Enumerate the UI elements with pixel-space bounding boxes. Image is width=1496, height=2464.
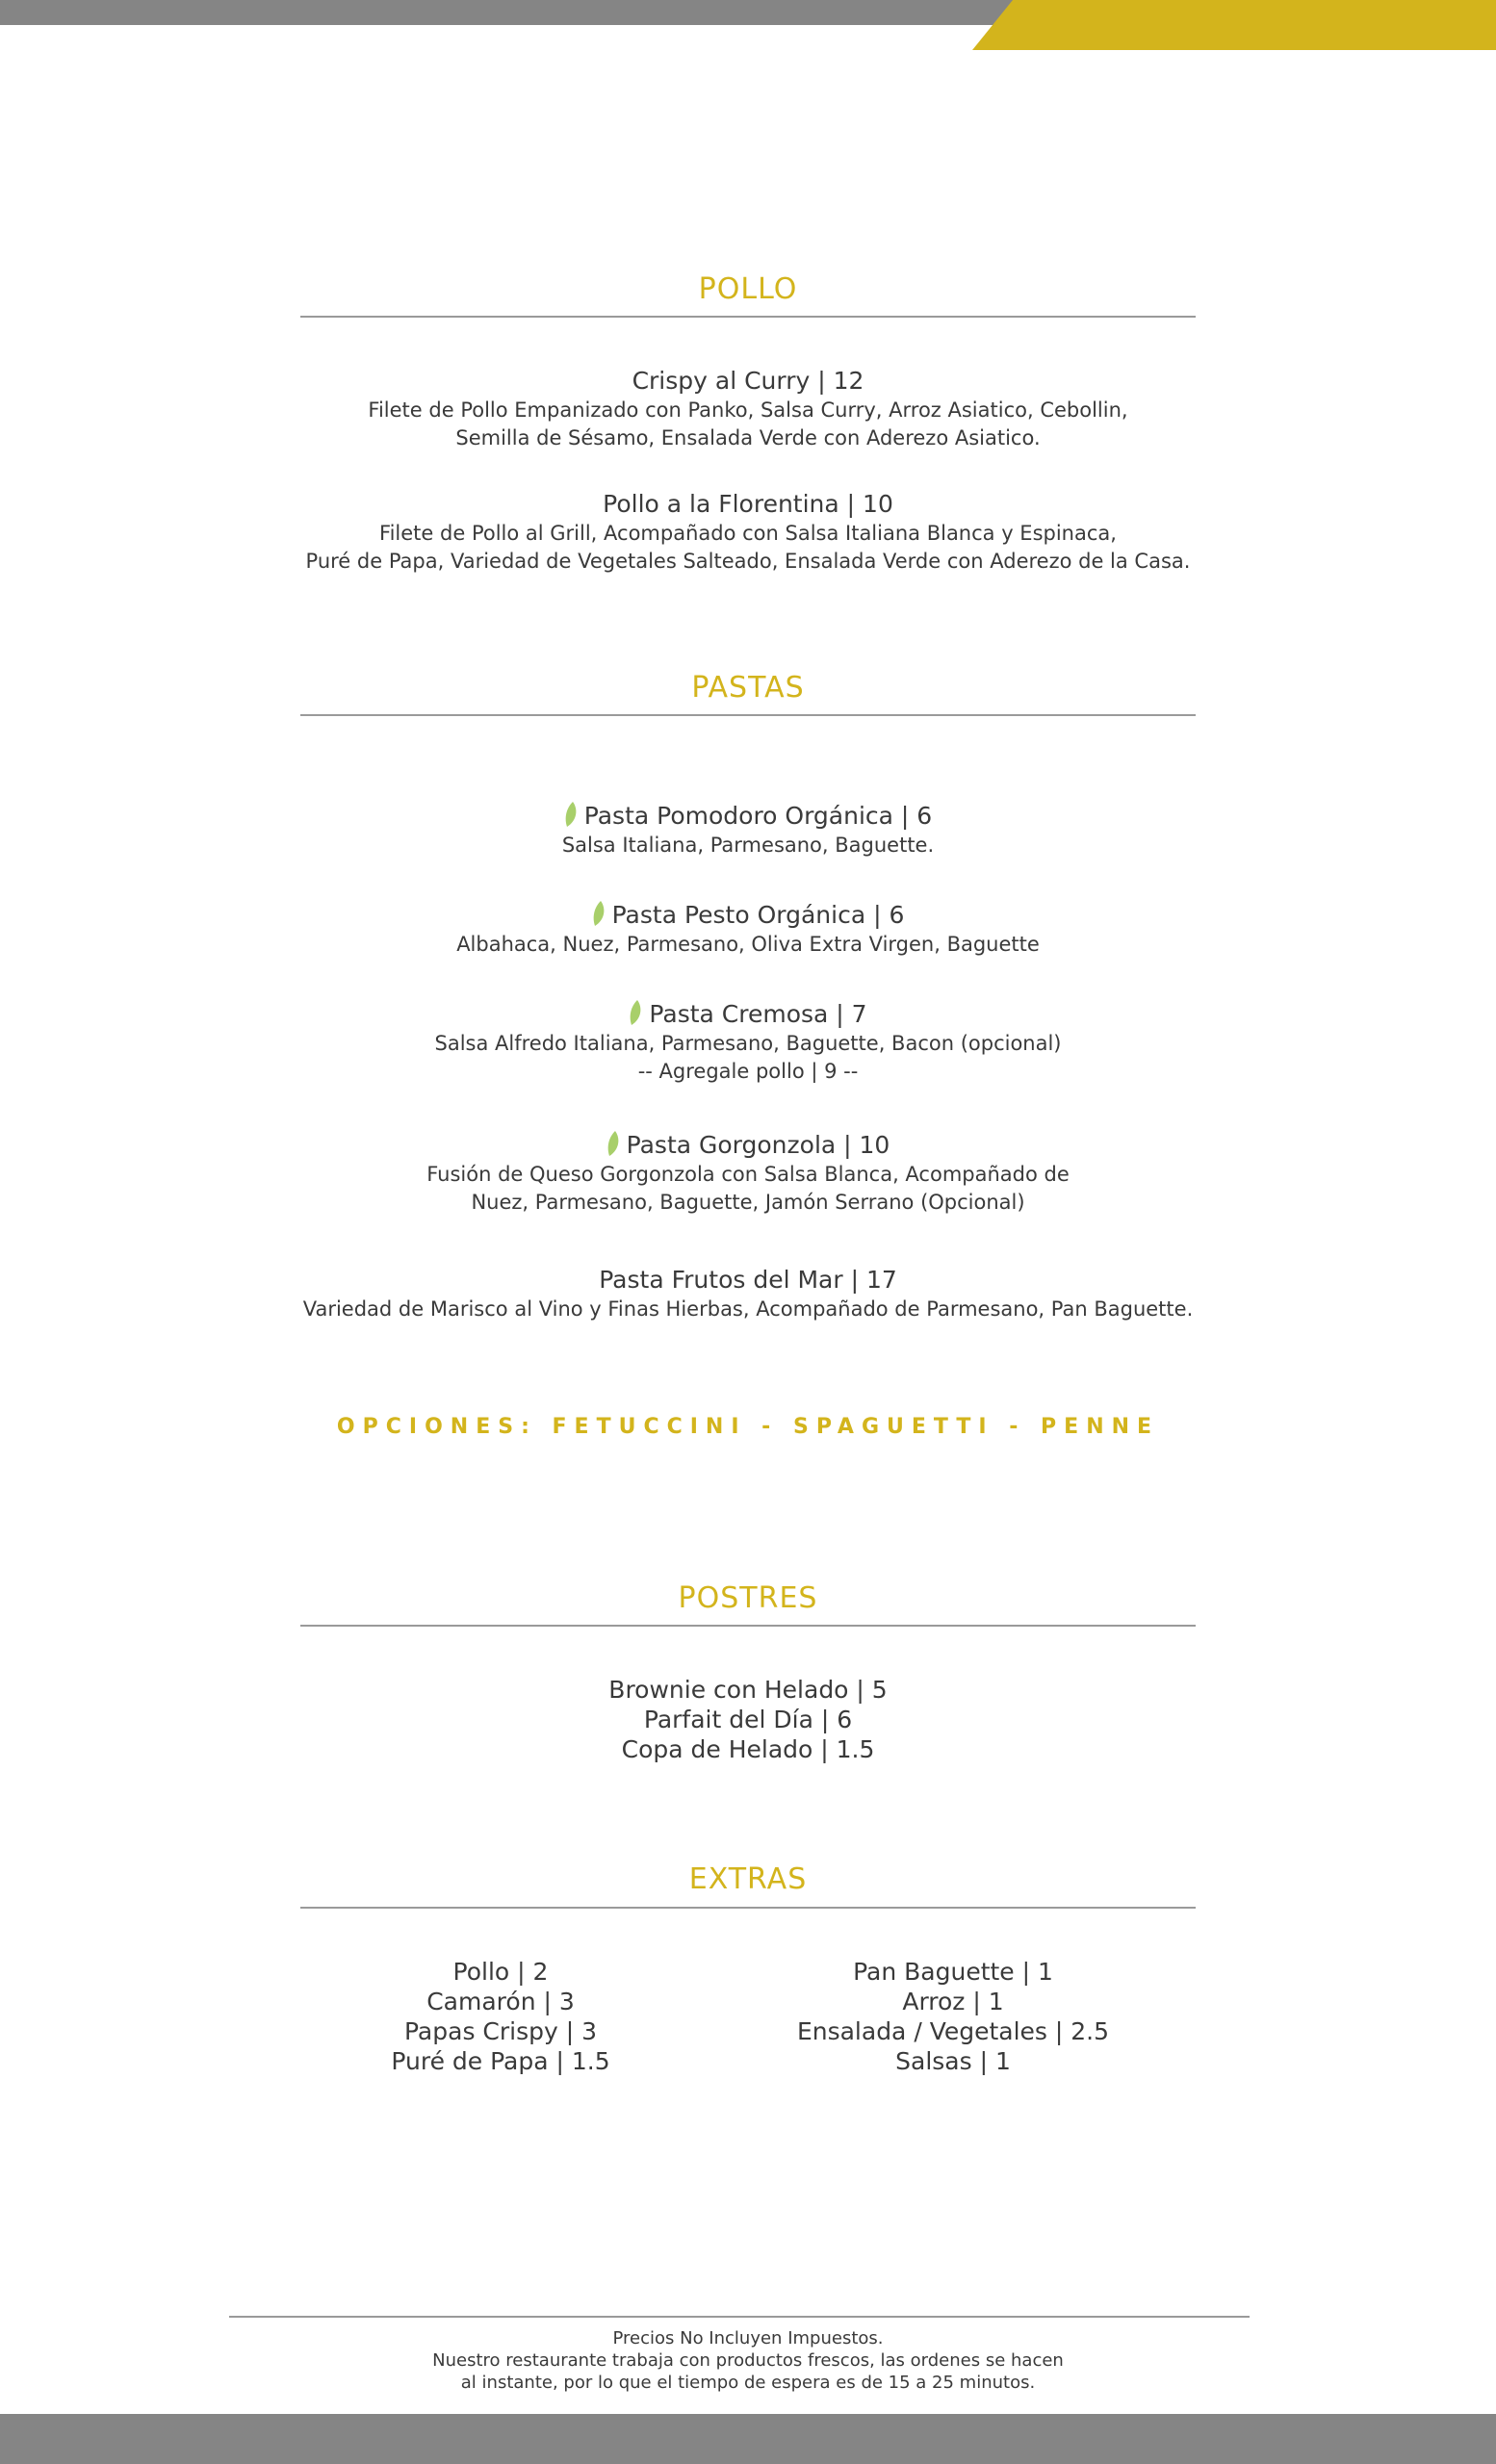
- top-accent-bar: [972, 0, 1496, 50]
- list-item: Parfait del Día | 6: [643, 1706, 853, 1733]
- item-name: Pasta Gorgonzola | 10: [626, 1131, 890, 1159]
- item-desc: Fusión de Queso Gorgonzola con Salsa Blanca, Acompañado de: [426, 1163, 1070, 1186]
- leaf-icon: [629, 999, 643, 1026]
- extras-left-list: [356, 1957, 645, 2076]
- footer-line: al instante, por lo que el tiempo de espera es de 15 a 25 minutos.: [460, 2373, 1036, 2393]
- section-title-extras: EXTRAS: [688, 1862, 808, 1896]
- menu-item: [0, 999, 1496, 1086]
- menu-item: [0, 1265, 1496, 1323]
- extras-right-list: [761, 1957, 1146, 2076]
- footer-note: [0, 2327, 1496, 2394]
- section-title-postres: POSTRES: [678, 1581, 818, 1615]
- list-item: Camarón | 3: [426, 1988, 575, 2015]
- item-desc: Puré de Papa, Variedad de Vegetales Salteado, Ensalada Verde con Aderezo de la Casa.: [305, 550, 1191, 573]
- item-desc: Salsa Italiana, Parmesano, Baguette.: [561, 834, 935, 857]
- menu-item: [0, 489, 1496, 576]
- section-title-pollo: POLLO: [698, 272, 798, 306]
- list-item: Papas Crispy | 3: [403, 2017, 598, 2045]
- footer-divider: [229, 2316, 1250, 2318]
- item-name: Pasta Cremosa | 7: [649, 1000, 867, 1028]
- section-title-pastas: PASTAS: [691, 671, 805, 705]
- list-item: Salsas | 1: [895, 2047, 1011, 2075]
- menu-item: [0, 366, 1496, 452]
- pasta-options: OPCIONES: FETUCCINI - SPAGUETTI - PENNE: [336, 1415, 1160, 1439]
- item-name: Pasta Pomodoro Orgánica | 6: [583, 802, 933, 830]
- leaf-icon: [592, 900, 606, 927]
- list-item: Copa de Helado | 1.5: [621, 1735, 875, 1763]
- menu-item: [0, 1130, 1496, 1217]
- item-desc: Salsa Alfredo Italiana, Parmesano, Baguette, Bacon (opcional): [434, 1032, 1062, 1055]
- item-name: Pollo a la Florentina | 10: [603, 490, 893, 518]
- list-item: Pan Baguette | 1: [853, 1958, 1053, 1986]
- item-desc: Filete de Pollo Empanizado con Panko, Salsa Curry, Arroz Asiatico, Cebollin,: [368, 398, 1128, 422]
- item-name: Crispy al Curry | 12: [632, 367, 864, 395]
- leaf-icon: [606, 1130, 621, 1157]
- section-divider: [300, 714, 1196, 716]
- footer-line: Nuestro restaurante trabaja con productos frescos, las ordenes se hacen: [432, 2350, 1064, 2371]
- postres-list: [0, 1675, 1496, 1764]
- leaf-icon: [564, 801, 579, 828]
- item-name: Pasta Frutos del Mar | 17: [599, 1266, 897, 1294]
- section-divider: [300, 316, 1196, 318]
- section-divider: [300, 1907, 1196, 1909]
- list-item: Ensalada / Vegetales | 2.5: [796, 2017, 1110, 2045]
- menu-item: [0, 801, 1496, 860]
- section-divider: [300, 1625, 1196, 1627]
- list-item: Pollo | 2: [452, 1958, 549, 1986]
- bottom-bar: [0, 2414, 1496, 2464]
- item-desc: Nuez, Parmesano, Baguette, Jamón Serrano (Opcional): [471, 1191, 1025, 1214]
- item-desc: Variedad de Marisco al Vino y Finas Hierbas, Acompañado de Parmesano, Pan Baguette.: [302, 1297, 1194, 1321]
- item-desc: Semilla de Sésamo, Ensalada Verde con Aderezo Asiatico.: [455, 426, 1041, 449]
- item-desc: Filete de Pollo al Grill, Acompañado con Salsa Italiana Blanca y Espinaca,: [379, 522, 1117, 545]
- menu-item: [0, 900, 1496, 959]
- list-item: Arroz | 1: [902, 1988, 1004, 2015]
- item-name: Pasta Pesto Orgánica | 6: [611, 901, 905, 929]
- footer-line: Precios No Incluyen Impuestos.: [612, 2328, 884, 2348]
- list-item: Puré de Papa | 1.5: [391, 2047, 610, 2075]
- list-item: Brownie con Helado | 5: [608, 1676, 888, 1704]
- item-desc: Albahaca, Nuez, Parmesano, Oliva Extra Virgen, Baguette: [456, 933, 1040, 956]
- item-note: -- Agregale pollo | 9 --: [637, 1060, 859, 1083]
